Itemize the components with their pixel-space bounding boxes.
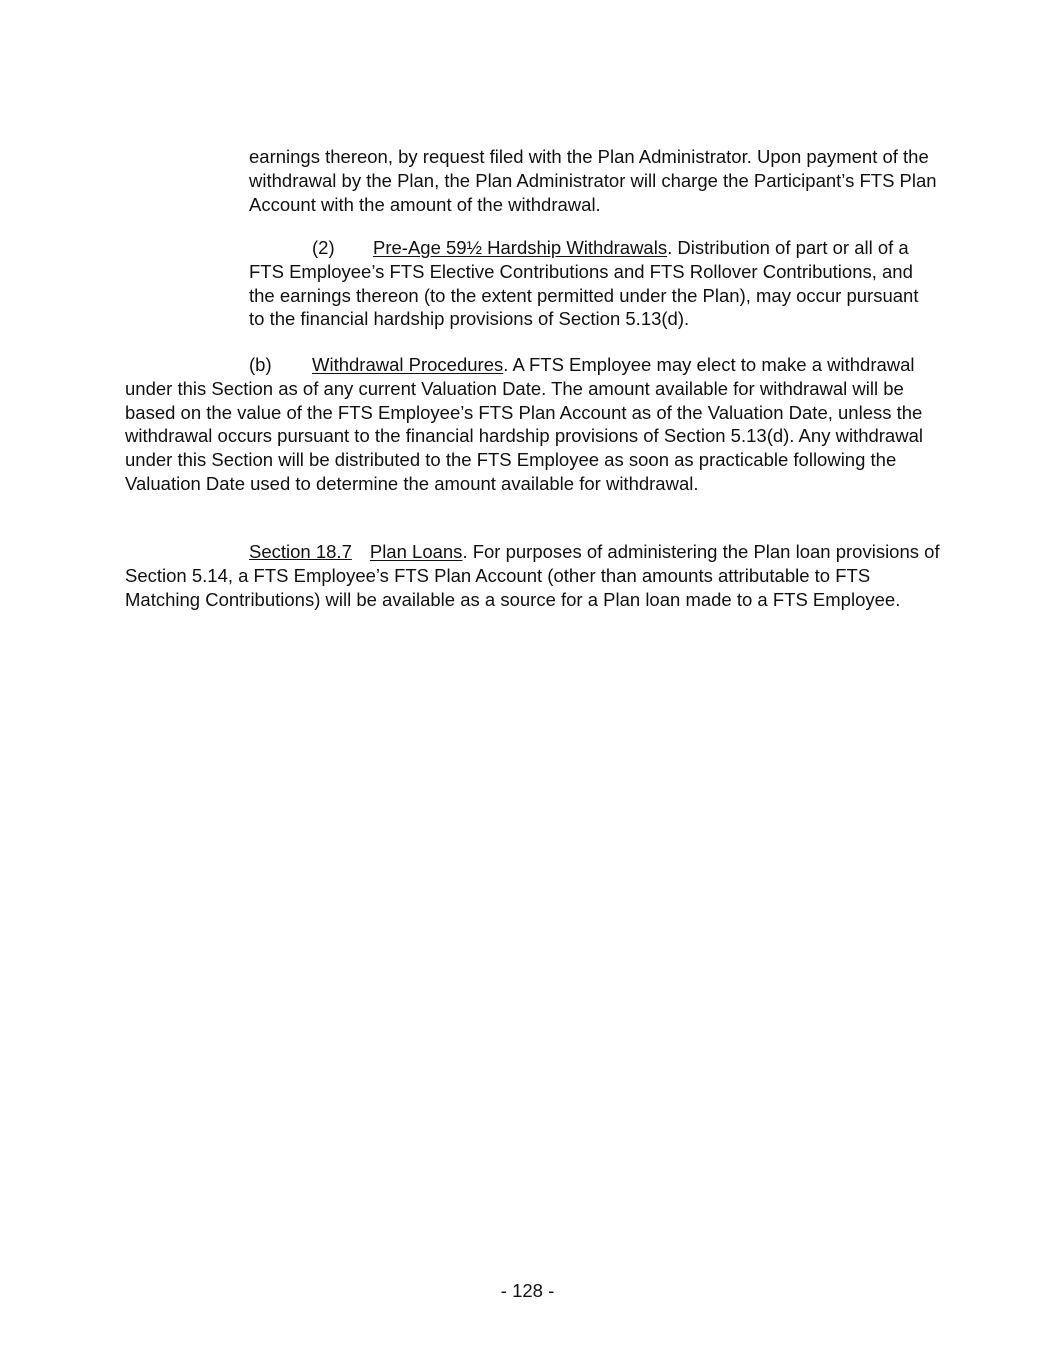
page-number: - 128 - [500,1280,555,1301]
subsection-heading: Withdrawal Procedures [312,354,504,375]
paragraph-hardship-withdrawals [249,236,939,331]
paragraph-text: . For purposes of administering the Plan loan provisions of Section 5.14, a FTS Employee’s FTS Plan Account (other than amounts attributable to FTS Matching Contributions) will be available as a source for a Plan loan made to a FTS Employee. [125,541,940,610]
paragraph-text: earnings thereon, by request filed with the Plan Administrator. Upon payment of the withdrawal by the Plan, the Plan Administrator will charge the Participant’s FTS Plan Account with the amount of the withdrawal. [249,146,937,215]
section-number: Section 18.7 [249,541,352,562]
paragraph-plan-loans [125,540,940,611]
section-heading: Plan Loans [369,541,463,562]
paragraph-text: . Distribution of part or all of a FTS Employee’s FTS Elective Contributions and FTS Rollover Contributions, and the earnings thereon (to the extent permitted under the Plan), may occur pursuant to the financial hardship provisions of Section 5.13(d). [249,237,919,330]
subsection-label: (b) [249,354,272,375]
paragraph-text: . A FTS Employee may elect to make a withdrawal under this Section as of any current Valuation Date. The amount available for withdrawal will be based on the value of the FTS Employee’s FTS Plan Account as of the Valuation Date, unless the withdrawal occurs pursuant to the financial hardship provisions of Section 5.13(d). Any withdrawal under this Section will be distributed to the FTS Employee as soon as practicable following the Valuation Date used to determine the amount available for withdrawal. [125,354,923,494]
subsection-heading: Pre-Age 59½ Hardship Withdrawals [373,237,668,258]
paragraph-withdrawal-procedures [125,353,940,496]
paragraph-withdrawal-continuation [249,145,939,216]
subsection-label: (2) [312,237,335,258]
